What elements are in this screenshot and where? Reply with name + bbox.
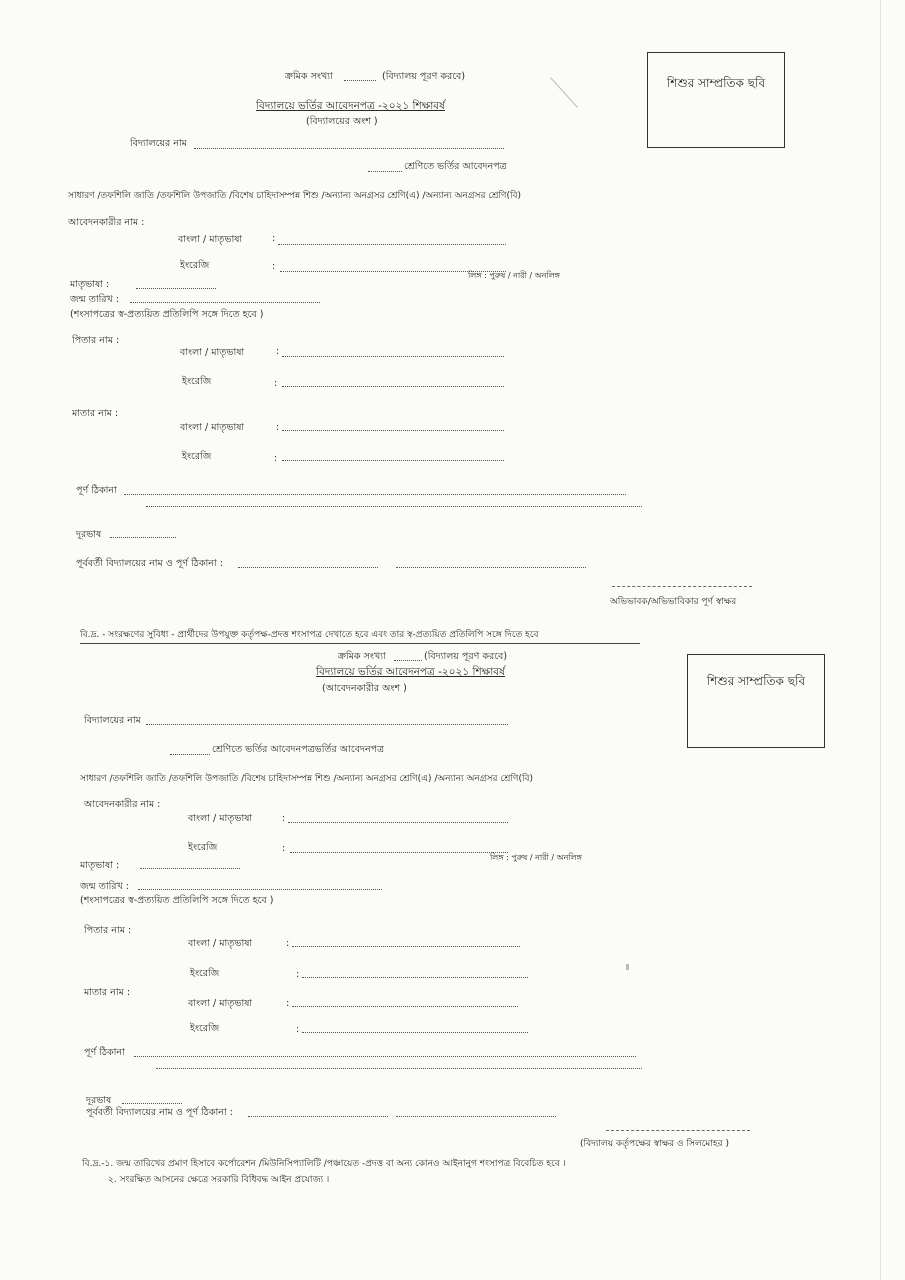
colon: : <box>296 969 300 980</box>
form-title: বিদ্যালয়ে ভর্তির আবেদনপত্র -২০২১ শিক্ষাবর্ষ <box>256 100 445 112</box>
note-part1: বি.দ্র. - সংরক্ষণের সুবিধা - প্রার্থীদের উপযুক্ত কর্তৃপক্ষ-প্রদত্ত শংসাপত্র দেখাতে হবে এবং তার স্ব-প্রত্যয়িত প্রতিলিপি সঙ্গে দিতে হবে <box>80 630 539 640</box>
applicant-english-label: ইংরেজি <box>180 260 210 271</box>
serial-field-2[interactable] <box>394 660 422 661</box>
applicant-bangla-label: বাংলা / মাতৃভাষা <box>178 234 243 245</box>
applicant-name-label: আবেদনকারীর নাম : <box>68 217 145 228</box>
colon: : <box>296 1024 300 1035</box>
serial-fill-note-2: (বিদ্যালয় পূরণ করবে) <box>424 651 508 662</box>
colon: : <box>274 378 278 389</box>
scan-mark <box>550 77 578 107</box>
photo-label: শিশুর সাম্প্রতিক ছবি <box>666 76 766 90</box>
mother-name-label-2: মাতার নাম : <box>84 987 131 998</box>
father-bangla-field[interactable] <box>282 356 504 357</box>
prev-school-field-1[interactable] <box>238 567 378 568</box>
authority-sign-line[interactable] <box>606 1130 750 1131</box>
school-name-label: বিদ্যালয়ের নাম <box>130 138 187 149</box>
applicant-english-label-2: ইংরেজি <box>188 842 218 853</box>
school-name-field[interactable] <box>194 148 504 149</box>
father-english-label-2: ইংরেজি <box>190 968 220 979</box>
form-title-2: বিদ্যালয়ে ভর্তির আবেদনপত্র -২০২১ শিক্ষাবর্ষ <box>316 666 505 678</box>
colon: : <box>282 813 286 824</box>
father-english-field-2[interactable] <box>302 977 528 978</box>
father-bangla-label-2: বাংলা / মাতৃভাষা <box>188 938 253 949</box>
mother-english-field-2[interactable] <box>302 1032 528 1033</box>
father-bangla-label: বাংলা / মাতৃভাষা <box>180 347 245 358</box>
father-english-field[interactable] <box>282 386 504 387</box>
mother-english-label-2: ইংরেজি <box>190 1023 220 1034</box>
authority-sign-label: (বিদ্যালয় কর্তৃপক্ষের স্বাক্ষর ও সিলমোহর ) <box>580 1139 729 1149</box>
gender-label: লিঙ্গ : পুরুষ / নারী / অনলিঙ্গ <box>468 271 560 280</box>
dob-note-2: (শংসাপত্রের স্ব-প্রত্যয়িত প্রতিলিপি সঙ্গে দিতে হবে ) <box>80 895 274 906</box>
colon: : <box>286 998 290 1009</box>
photo-box-2[interactable] <box>687 654 825 748</box>
father-english-label: ইংরেজি <box>182 376 212 387</box>
category-line: সাধারণ /তফশিলি জাতি /তফশিলি উপজাতি /বিশেষ চাহিদাসম্পন্ন শিশু /অন্যান্য অনগ্রসর শ্রেণি(এ) /অন্যান্য অনগ্রসর শ্রেণি(বি) <box>68 191 522 201</box>
mother-tongue-field-2[interactable] <box>140 868 240 869</box>
dob-note: (শংসাপত্রের স্ব-প্রত্যয়িত প্রতিলিপি সঙ্গে দিতে হবে ) <box>70 309 264 320</box>
scan-mark <box>880 0 881 1280</box>
colon: : <box>282 843 286 854</box>
full-address-field-2[interactable] <box>146 506 642 507</box>
mother-name-label: মাতার নাম : <box>72 408 119 419</box>
father-bangla-field-2[interactable] <box>292 946 520 947</box>
phone-label: দূরভাষ <box>76 529 102 540</box>
full-address-field-1[interactable] <box>124 494 626 495</box>
part-label-2: (আবেদনকারীর অংশ ) <box>322 683 407 694</box>
applicant-bangla-field[interactable] <box>278 244 506 245</box>
phone-field-2[interactable] <box>122 1103 182 1104</box>
class-application-2: শ্রেণিতে ভর্তির আবেদনপত্রভর্তির আবেদনপত্র <box>212 744 385 755</box>
serial-field[interactable] <box>344 80 376 81</box>
part-label: (বিদ্যালয়ের অংশ ) <box>306 116 378 127</box>
applicant-english-field-2[interactable] <box>290 852 508 853</box>
note-part2-1: বি.দ্র.-১. জন্ম তারিখের প্রমাণ হিসাবে কর্পোরেশন /মিউনিসিপ্যালিটি /পঞ্চায়েত -প্রদত্ত বা অন্য কোনও আইনানুগ শংসাপত্র বিবেচিত হবে । <box>82 1159 566 1169</box>
serial-label: ক্রমিক সংখ্যা <box>285 71 333 82</box>
colon: : <box>276 346 280 357</box>
scan-mark <box>626 964 629 970</box>
applicant-name-label-2: আবেদনকারীর নাম : <box>84 799 161 810</box>
mother-bangla-label-2: বাংলা / মাতৃভাষা <box>188 998 253 1009</box>
dob-field-2[interactable] <box>138 889 382 890</box>
colon: : <box>276 422 280 433</box>
colon: : <box>274 453 278 464</box>
prev-school-field-2b[interactable] <box>396 1116 556 1117</box>
prev-school-field-2a[interactable] <box>248 1116 388 1117</box>
colon: : <box>272 233 276 244</box>
phone-field[interactable] <box>110 537 176 538</box>
cut-line <box>80 643 640 644</box>
mother-bangla-field[interactable] <box>282 430 504 431</box>
category-line-2: সাধারণ /তফশিলি জাতি /তফশিলি উপজাতি /বিশেষ চাহিদাসম্পন্ন শিশু /অন্যান্য অনগ্রসর শ্রেণি(এ) /অন্যান্য অনগ্রসর শ্রেণি(বি) <box>80 774 534 784</box>
dob-label-2: জন্ম তারিখ : <box>80 881 129 892</box>
mother-english-field[interactable] <box>282 460 504 461</box>
applicant-bangla-field-2[interactable] <box>288 822 508 823</box>
guardian-sign-label: অভিভাবক/অভিভাবিকার পূর্ণ স্বাক্ষর <box>610 597 737 607</box>
dob-field[interactable] <box>130 302 320 303</box>
mother-english-label: ইংরেজি <box>182 451 212 462</box>
mother-bangla-label: বাংলা / মাতৃভাষা <box>180 422 245 433</box>
class-field-2[interactable] <box>170 754 210 755</box>
school-name-field-2[interactable] <box>146 724 508 725</box>
guardian-sign-line[interactable] <box>612 586 752 587</box>
phone-label-2: দূরভাষ <box>86 1095 112 1106</box>
prev-school-label-2: পূর্ববর্তী বিদ্যালয়ের নাম ও পূর্ণ ঠিকানা : <box>86 1107 233 1118</box>
class-field[interactable] <box>368 171 402 172</box>
prev-school-field-2[interactable] <box>396 567 586 568</box>
note-part2-2: ২. সংরক্ষিত আসনের ক্ষেত্রে সরকারি বিধিবদ্ধ আইন প্রযোজ্য । <box>108 1175 330 1185</box>
full-address-label: পূর্ণ ঠিকানা <box>76 485 117 496</box>
mother-tongue-label: মাতৃভাষা : <box>70 279 110 290</box>
serial-fill-note: (বিদ্যালয় পূরণ করবে) <box>382 71 466 82</box>
full-address-field-2a[interactable] <box>134 1056 636 1057</box>
prev-school-label: পূর্ববর্তী বিদ্যালয়ের নাম ও পূর্ণ ঠিকানা : <box>76 558 223 569</box>
full-address-label-2: পূর্ণ ঠিকানা <box>84 1047 125 1058</box>
mother-bangla-field-2[interactable] <box>292 1006 518 1007</box>
colon: : <box>272 261 276 272</box>
mother-tongue-field[interactable] <box>136 288 216 289</box>
full-address-field-2b[interactable] <box>156 1068 642 1069</box>
serial-label-2: ক্রমিক সংখ্যা <box>338 651 386 662</box>
father-name-label-2: পিতার নাম : <box>84 925 132 936</box>
mother-tongue-label-2: মাতৃভাষা : <box>80 860 120 871</box>
photo-label-2: শিশুর সাম্প্রতিক ছবি <box>706 674 806 688</box>
photo-box[interactable] <box>647 52 785 148</box>
father-name-label: পিতার নাম : <box>72 335 120 346</box>
school-name-label-2: বিদ্যালয়ের নাম <box>84 715 141 726</box>
colon: : <box>286 938 290 949</box>
gender-label-2: লিঙ্গ : পুরুষ / নারী / অনলিঙ্গ <box>490 853 582 862</box>
applicant-bangla-label-2: বাংলা / মাতৃভাষা <box>188 813 253 824</box>
dob-label: জন্ম তারিখ : <box>70 294 119 305</box>
class-application: শ্রেণিতে ভর্তির আবেদনপত্র <box>404 161 507 172</box>
